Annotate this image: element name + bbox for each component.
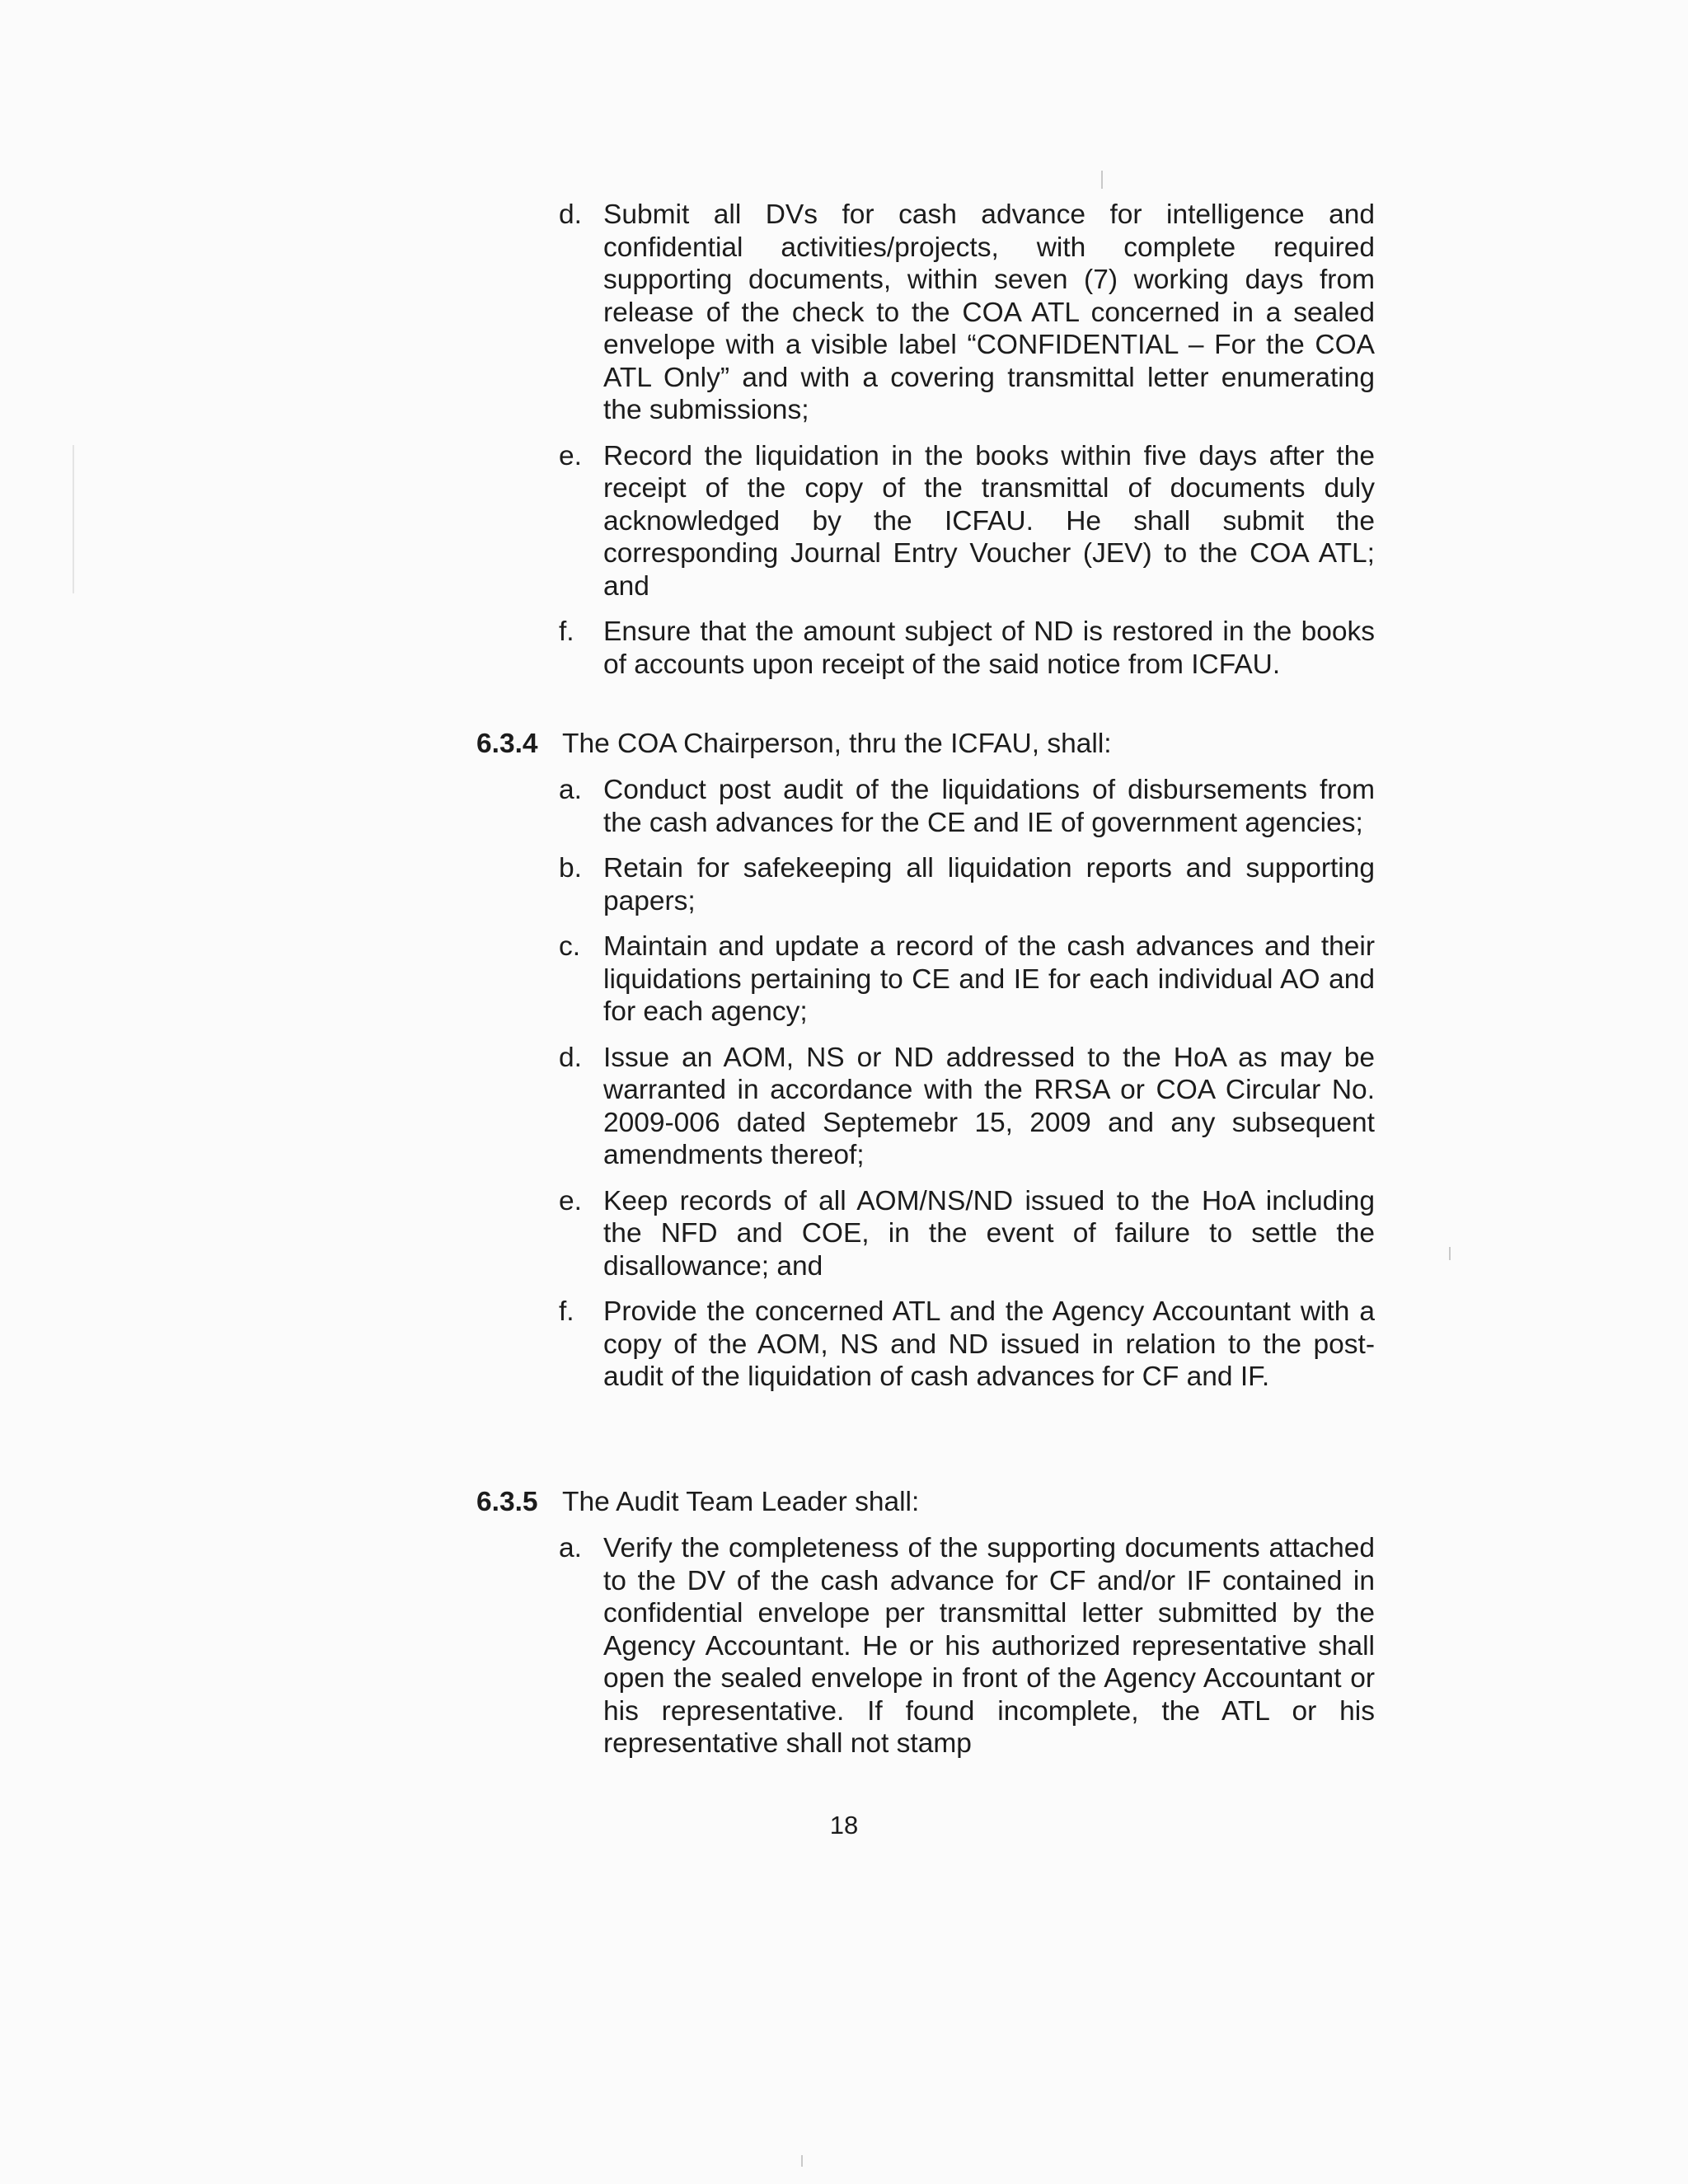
section-heading-6-3-4: [476, 728, 1112, 761]
item-marker: f.: [559, 616, 574, 647]
scan-artifact: [1101, 171, 1103, 189]
list-item: [559, 616, 1375, 681]
item-text: Verify the completeness of the supporting documents attached to the DV of the cash advance for CF and/or IF contained in confidential envelope per transmittal letter submitted by the Agency Accountant. He or his authorized representative shall open the sealed envelope in front of the Agency Accountant or his representative. If found incomplete, the ATL or his representative shall not stamp: [603, 1533, 1375, 1759]
item-marker: c.: [559, 931, 581, 962]
list-item: [559, 1185, 1375, 1283]
item-text: Submit all DVs for cash advance for intelligence and confidential activities/projects, with complete required supporting documents, within seven (7) working days from release of the check to the COA ATL concerned in a sealed envelope with a visible label “CONFIDENTIAL – For the COA ATL Only” and with a covering transmittal letter enumerating the submissions;: [603, 199, 1375, 425]
list-item: [559, 1296, 1375, 1394]
item-text: Keep records of all AOM/NS/ND issued to the HoA including the NFD and COE, in the event of failure to settle the disallowance; and: [603, 1185, 1375, 1282]
item-marker: a.: [559, 775, 582, 805]
section-heading-6-3-5: [476, 1486, 919, 1519]
scan-artifact: [73, 445, 74, 593]
item-text: Retain for safekeeping all liquidation reports and supporting papers;: [603, 853, 1375, 916]
item-text: Ensure that the amount subject of ND is restored in the books of accounts upon receipt of the said notice from ICFAU.: [603, 616, 1375, 680]
item-marker: e.: [559, 1185, 582, 1216]
list-item: [559, 774, 1375, 839]
list-item: [559, 440, 1375, 603]
item-text: Maintain and update a record of the cash advances and their liquidations pertaining to CE and IE for each individual AO and for each agency;: [603, 931, 1375, 1027]
section-number: 6.3.4: [476, 729, 538, 759]
section-number: 6.3.5: [476, 1487, 538, 1517]
item-text: Provide the concerned ATL and the Agency Accountant with a copy of the AOM, NS and ND issued in relation to the post-audit of the liquidation of cash advances for CF and IF.: [603, 1296, 1375, 1392]
item-text: Record the liquidation in the books within five days after the receipt of the copy of the transmittal of documents duly acknowledged by the ICFAU. He shall submit the corresponding Journal Entry Voucher (JEV) to the COA ATL; and: [603, 440, 1375, 602]
list-block-3: [559, 1532, 1375, 1774]
section-title: The COA Chairperson, thru the ICFAU, shall:: [562, 729, 1112, 759]
list-block-1: [559, 199, 1375, 694]
page-number: 18: [829, 1811, 859, 1840]
list-block-2: [559, 774, 1375, 1407]
list-item: [559, 930, 1375, 1029]
list-item: [559, 199, 1375, 427]
item-text: Issue an AOM, NS or ND addressed to the HoA as may be warranted in accordance with the RRSA or COA Circular No. 2009-006 dated Septemebr 15, 2009 and any subsequent amendments thereof;: [603, 1042, 1375, 1170]
item-marker: d.: [559, 1042, 582, 1073]
list-item: [559, 1532, 1375, 1760]
item-marker: d.: [559, 199, 582, 230]
item-marker: f.: [559, 1296, 574, 1327]
item-marker: b.: [559, 853, 582, 883]
list-item: [559, 852, 1375, 917]
list-item: [559, 1042, 1375, 1172]
scan-artifact: [1449, 1247, 1451, 1260]
section-title: The Audit Team Leader shall:: [562, 1487, 920, 1517]
scan-artifact: [801, 2155, 803, 2167]
item-marker: a.: [559, 1533, 582, 1563]
item-text: Conduct post audit of the liquidations of disbursements from the cash advances for the CE and IE of government agencies;: [603, 775, 1375, 838]
item-marker: e.: [559, 440, 582, 471]
